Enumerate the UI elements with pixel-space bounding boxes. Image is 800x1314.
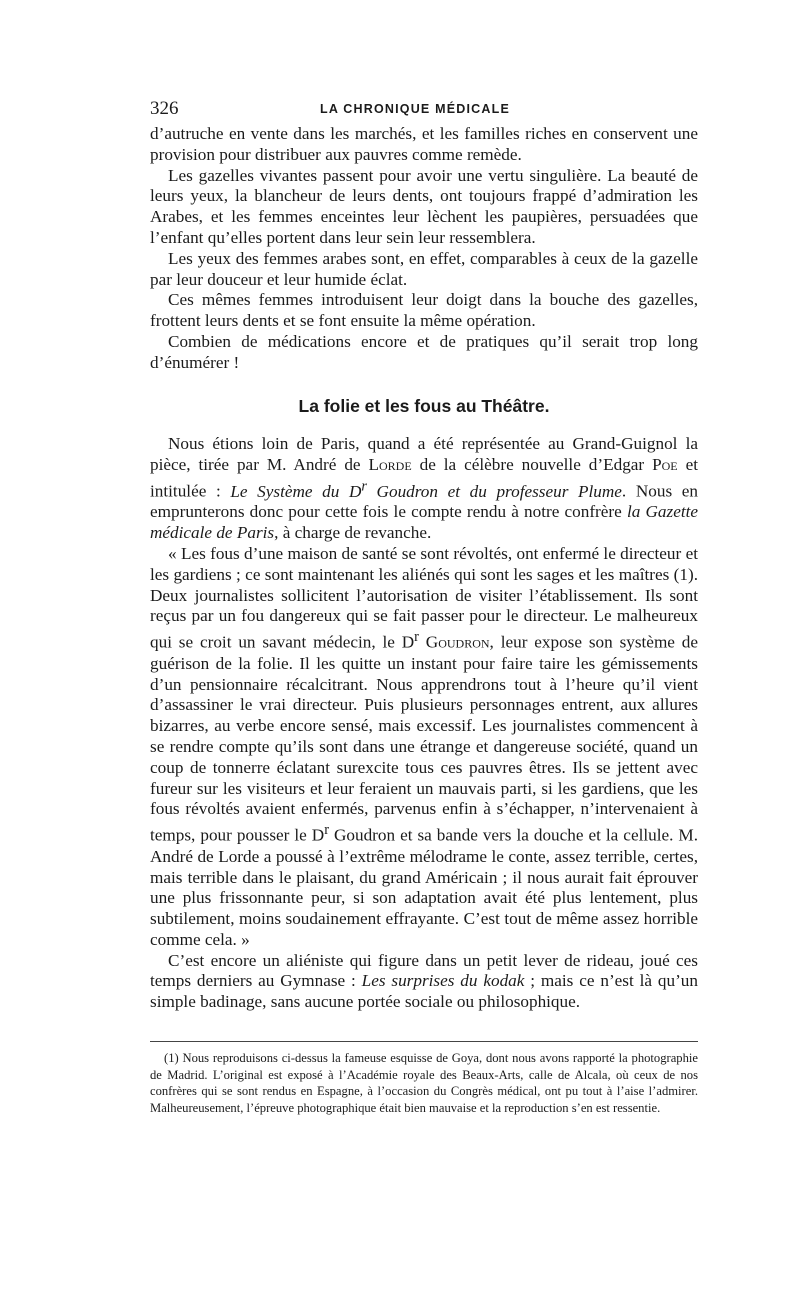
paragraph: Ces mêmes femmes introduisent leur doigt dans la bouche des gazelles, frottent leurs dents et se font ensuite la même opération. (150, 290, 698, 331)
text-run: , leur expose son système de guérison de la folie. Il les quitte un instant pour faire taire les gémissements d’un pensionnaire récalcitrant. Nous apprendrons tout à l’heure qu’il vient d’assassiner le vrai directeur. Puis plusieurs personnages entrent, aux allures bizarres, au verbe encore sensé, mais excessif. Les journalistes commencent à se rendre compte qu’ils sont dans une étrange et dangereuse société, quand un coup de tonnerre éclatant surexcite tous ces pauvres êtres. Ils se jettent avec fureur sur les visiteurs et leur feraient un mauvais parti, si les gardiens, que les fous révoltés avaient enfermés, parvenus enfin à s’échapper, n’intervenaient à temps, pour pousser le D (150, 633, 699, 845)
character-name: Goudron (425, 633, 490, 652)
text-run: et intitulée : (150, 455, 698, 501)
author-name: Lorde (368, 455, 412, 475)
text-run: Goudron et sa bande vers la douche et la cellule. M. André de Lorde a poussé à l’extrême mélodrame le conte, assez terrible, certes, mais terrible dans le plaisant, du grand Américain ; il nous aurait fait éprouver une plus frissonnante peur, si son adaptation avait été plus lentement, plus subtilement, moins soudainement effrayante. C’est tout de même assez horrible comme cela. » (150, 825, 698, 949)
page-header (150, 98, 698, 124)
text-run: Le Système du D (230, 481, 362, 501)
paragraph: Les gazelles vivantes passent pour avoir une vertu singulière. La beauté de leurs yeux, la blancheur de leurs dents, ont toujours frappé d’admiration les Arabes, et les femmes enceintes leur lèchent les paupières, persuadées que l’enfant qu’elles portent dans leur sein leur ressemblera. (150, 165, 698, 247)
superscript: r (324, 822, 329, 839)
body-text (150, 124, 698, 1013)
text-run: C’est encore un aliéniste qui figure dans un petit lever de rideau, joué ces temps derniers au Gymnase : (150, 950, 698, 991)
text-run: « Les fous d’une maison de santé se sont révoltés, ont enfermé le directeur et les gardiens ; ce sont maintenant les aliénés qui sont les sages et les maîtres (1). Deux journalistes sollicitent l’autorisation de visiter l’établissement. Ils sont reçus par un fou dangereux qui se fait passer pour le directeur. Le malheureux qui se croit un savant médecin, le D (150, 544, 698, 652)
superscript: r (414, 629, 419, 646)
play-title: Les surprises du kodak (361, 971, 525, 991)
page (150, 98, 698, 1116)
journal-title: la Gazette médicale de Paris (150, 502, 699, 543)
paragraph: d’autruche en vente dans les marchés, et les familles riches en conservent une provision pour distribuer aux pauvres comme remède. (150, 124, 698, 164)
paragraph (150, 544, 698, 951)
footnote-divider (150, 1041, 698, 1042)
paragraph: Les yeux des femmes arabes sont, en effet, comparables à ceux de la gazelle par leur douceur et leur humide éclat. (150, 248, 698, 289)
play-title (230, 477, 622, 501)
author-name: Poe (652, 455, 678, 475)
section-title: La folie et les fous au Théâtre. (298, 395, 550, 416)
running-title: LA CHRONIQUE MÉDICALE (320, 102, 511, 116)
paragraph: Combien de médications encore et de pratiques qu’il serait trop long d’énumérer ! (150, 331, 698, 372)
paragraph (150, 434, 698, 544)
text-run: ; mais ce n’est là qu’un simple badinage, sans aucune portée sociale ou philosophique. (150, 971, 698, 1012)
text-run: , à charge de revanche. (274, 523, 432, 543)
page-number: 326 (150, 98, 179, 119)
footnote-text: (1) Nous reproduisons ci-dessus la fameuse esquisse de Goya, dont nous avons rapporté la photographie de Madrid. L’original est exposé à l’Académie royale des Beaux-Arts, calle de Alcala, où ceux de nos confrères qui se sont rendus en Espagne, à l’occasion du Congrès médical, ont pu tout à l’aise l’admirer. Malheureusement, l’épreuve photographique était bien mauvaise et la reproduction s’en est ressentie. (150, 1051, 698, 1115)
text-run: . Nous en emprunterons donc pour cette fois le compte rendu à notre confrère (150, 481, 698, 522)
footnote (150, 1050, 698, 1116)
text-run: Nous étions loin de Paris, quand a été représentée au Grand-Guignol la pièce, tirée par M. André de (150, 434, 698, 475)
paragraph (150, 951, 698, 1013)
text-run: Goudron et du professeur Plume (366, 481, 622, 501)
text-run: de la célèbre nouvelle d’Edgar (411, 455, 653, 475)
superscript: r (361, 477, 367, 494)
